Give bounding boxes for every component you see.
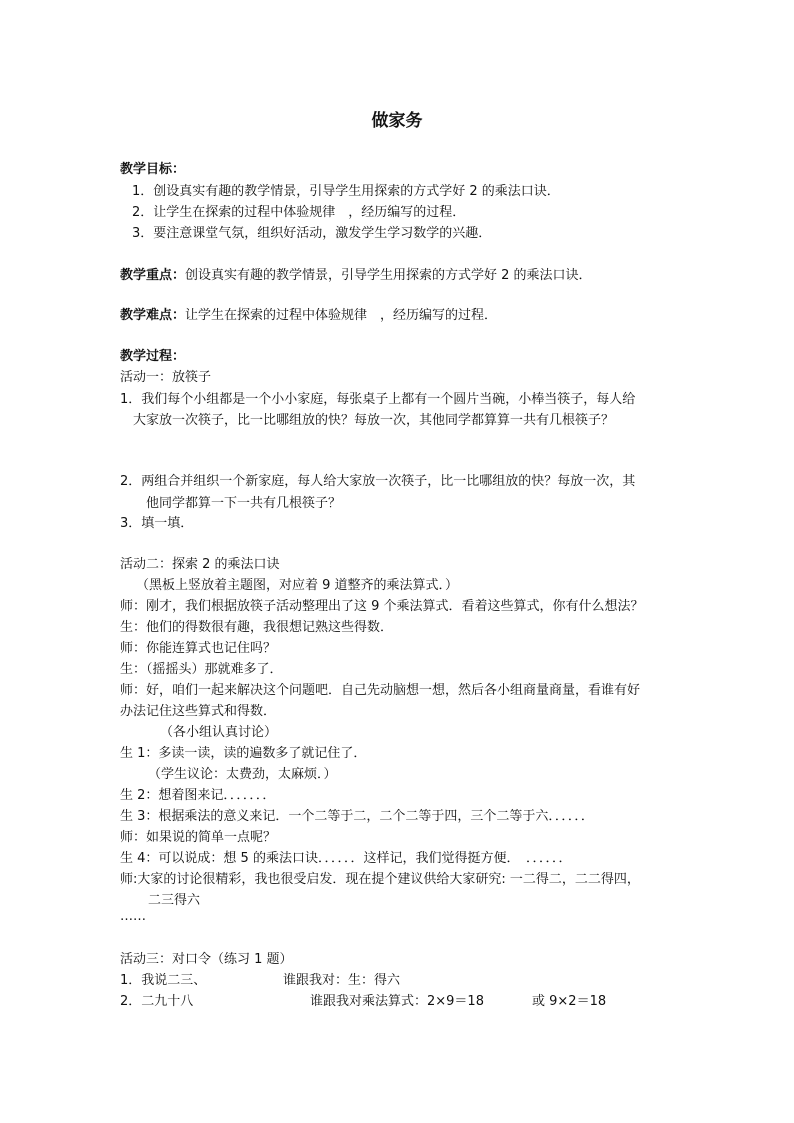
process-heading: 教学过程：: [120, 349, 186, 364]
activity3-row2-right: 或 9×2＝18: [532, 994, 607, 1009]
ellipsis: ……: [120, 909, 146, 924]
activity1-item: 大家放一次筷子，比一比哪组放的快？每放一次，其他同学都算算一共有几根筷子？: [133, 413, 615, 428]
dialogue-line: 师：如果说的简单一点呢？: [120, 830, 277, 845]
activity1-item: 他同学都算一下一共有几根筷子？: [146, 496, 342, 511]
focus-text: 创设真实有趣的教学情景，引导学生用探索的方式学好 2 的乘法口诀．: [185, 268, 592, 283]
dialogue-line: 师：刚才，我们根据放筷子活动整理出了这 9 个乘法算式．看着这些算式，你有什么想法？: [120, 599, 644, 614]
dialogue-line: 生 4：可以说成：想 5 的乘法口诀．．．．．．这样记，我们觉得挺方便． ．．．．．．: [120, 851, 572, 866]
dialogue-line: 生 2：想着图来记．．．．．．．: [120, 788, 276, 803]
dialogue-line: 师：你能连算式也记住吗？: [120, 641, 277, 656]
activity3-row2-left: 2．二九十八: [120, 994, 194, 1009]
teaching-difficulty: [120, 306, 497, 326]
dialogue-line: 生：他们的得数很有趣，我很想记熟这些得数．: [120, 620, 394, 635]
dialogue-line: 生 1：多读一读，读的遍数多了就记住了．: [120, 746, 367, 761]
dialogue-line: 师：好，咱们一起来解决这个问题吧．自己先动脑想一想，然后各小组商量商量，看谁有好: [120, 683, 641, 698]
activity2-title: 活动二：探索 2 的乘法口诀: [120, 557, 280, 572]
dialogue-line: （黑板上竖放着主题图，对应着 9 道整齐的乘法算式．）: [136, 578, 459, 593]
difficulty-label: 教学难点：: [120, 308, 186, 323]
activity1-title: 活动一：放筷子: [120, 370, 212, 385]
activity3-row1-left: 1．我说二三、: [120, 973, 207, 988]
activity3-title: 活动三：对口令（练习 1 题）: [120, 952, 293, 967]
dialogue-line: 生 3：根据乘法的意义来记．一个二等于二，二个二等于四，三个二等于六．．．．．．: [120, 809, 594, 824]
dialogue-line: （各小组认真讨论）: [160, 725, 278, 740]
activity3-row1-right: 谁跟我对：生：得六: [283, 973, 401, 988]
objective-item: 2．让学生在探索的过程中体验规律 ，经历编写的过程．: [132, 205, 466, 220]
teaching-focus: [120, 266, 592, 286]
page-title: 做家务: [371, 111, 423, 131]
difficulty-text: 让学生在探索的过程中体验规律 ，经历编写的过程．: [185, 308, 498, 323]
activity1-item: 1．我们每个小组都是一个小小家庭，每张桌子上都有一个圆片当碗，小棒当筷子，每人给: [120, 392, 636, 407]
dialogue-line: 生：（摇摇头）那就难多了．: [120, 662, 283, 677]
dialogue-line: （学生议论：太费劲，太麻烦．）: [148, 767, 337, 782]
dialogue-line: 二三得六: [148, 893, 201, 908]
activity1-item: 3．填一填．: [120, 516, 194, 531]
objectives-heading: 教学目标：: [120, 162, 186, 177]
activity1-item: 2．两组合并组织一个新家庭，每人给大家放一次筷子，比一比哪组放的快？每放一次，其: [120, 474, 636, 489]
objective-item: 1．创设真实有趣的教学情景，引导学生用探索的方式学好 2 的乘法口诀．: [132, 184, 560, 199]
dialogue-line: 师:大家的讨论很精彩，我也很受启发．现在提个建议供给大家研究: 一二得二，二二得四，: [120, 872, 640, 887]
objective-item: 3．要注意课堂气氛，组织好活动，激发学生学习数学的兴趣．: [132, 226, 492, 241]
dialogue-line: 办法记住这些算式和得数．: [120, 704, 277, 719]
focus-label: 教学重点：: [120, 268, 186, 283]
activity3-row2-mid: 谁跟我对乘法算式：2×9＝18: [310, 994, 484, 1009]
